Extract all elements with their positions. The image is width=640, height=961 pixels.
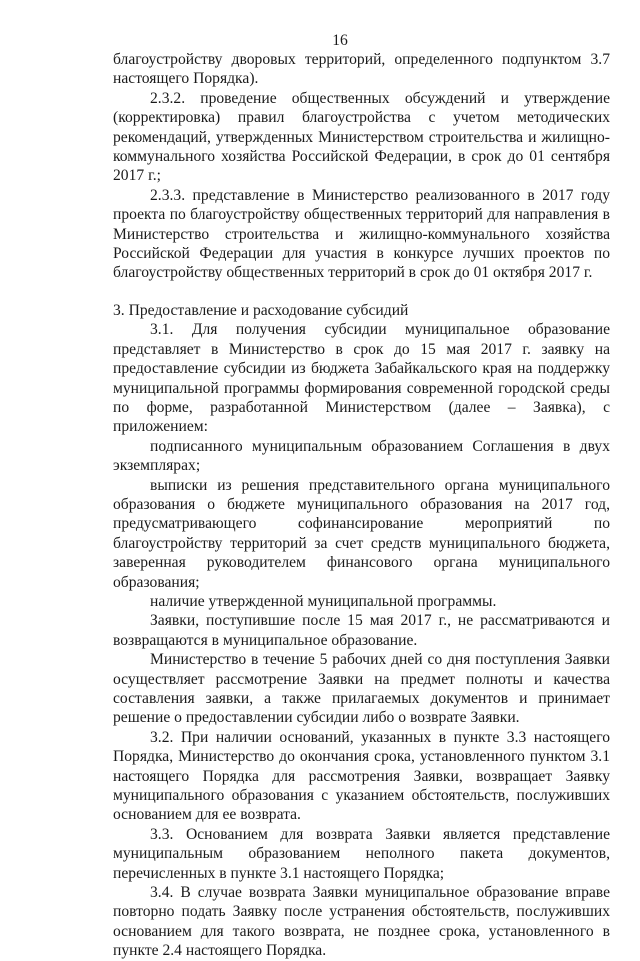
paragraph-3-2: 3.2. При наличии оснований, указанных в пункте 3.3 настоящего Порядка, Министерство до окончания срока, установленного пунктом 3.1 настоящего Порядка для рассмотрения Заявки, возвращает Заявку муниципального образования с указанием обстоятельств, послуживших основанием для ее возврата.	[113, 728, 610, 824]
paragraph-continuation: благоустройству дворовых территорий, определенного подпунктом 3.7 настоящего Порядка).	[113, 51, 610, 88]
paragraph-3-3: 3.3. Основанием для возврата Заявки является представление муниципальным образованием неполного пакета документов, перечисленных в пункте 3.1 настоящего Порядка;	[113, 825, 610, 882]
paragraph-late-applications: Заявки, поступившие после 15 мая 2017 г., не рассматриваются и возвращаются в муниципальное образование.	[113, 612, 610, 649]
list-item-agreement: подписанного муниципальным образованием Соглашения в двух экземплярах;	[113, 437, 610, 475]
paragraph-review: Министерство в течение 5 рабочих дней со дня поступления Заявки осуществляет рассмотрение Заявки на предмет полноты и качества составления заявки, а также прилагаемых документов и принимает решение о предоставлении субсидии либо о возврате Заявки.	[113, 651, 610, 727]
paragraph-3-1: 3.1. Для получения субсидии муниципальное образование представляет в Министерство в срок до 15 мая 2017 г. заявку на предоставление субсидии из бюджета Забайкальского края на поддержку муниципальной программы формирования современной городской среды по форме, разработанной Министерством (далее – Заявка), с приложением:	[113, 321, 610, 436]
paragraph-2-3-3: 2.3.3. представление в Министерство реализованного в 2017 году проекта по благоустройству общественных территорий для направления в Министерство строительства и жилищно-коммунального хозяйства Российской Федерации для участия в конкурсе лучших проектов по благоустройству общественных территорий в срок до 01 октября 2017 г.	[113, 186, 610, 282]
document-body	[113, 50, 610, 961]
list-item-extract: выписки из решения представительного органа муниципального образования о бюджете муниципального образования на 2017 год, предусматривающего софинансирование мероприятий по благоустройству территорий за счет средств муниципального бюджета, заверенная руководителем финансового органа муниципального образования;	[113, 476, 610, 591]
paragraph-3-4: 3.4. В случае возврата Заявки муниципальное образование вправе повторно подать Заявку после устранения обстоятельств, послуживших основанием для такого возврата, не позднее срока, установленного в пункте 2.4 настоящего Порядка.	[113, 884, 610, 960]
section-heading: 3. Предоставление и расходование субсидий	[113, 301, 409, 319]
paragraph-2-3-2: 2.3.2. проведение общественных обсуждений и утверждение (корректировка) правил благоустройства с учетом методических рекомендаций, утвержденных Министерством строительства и жилищно-коммунального хозяйства Российской Федерации, в срок до 01 сентября 2017 г.;	[113, 89, 610, 185]
page-number: 16	[332, 32, 348, 49]
list-item-program: наличие утвержденной муниципальной программы.	[150, 592, 497, 610]
